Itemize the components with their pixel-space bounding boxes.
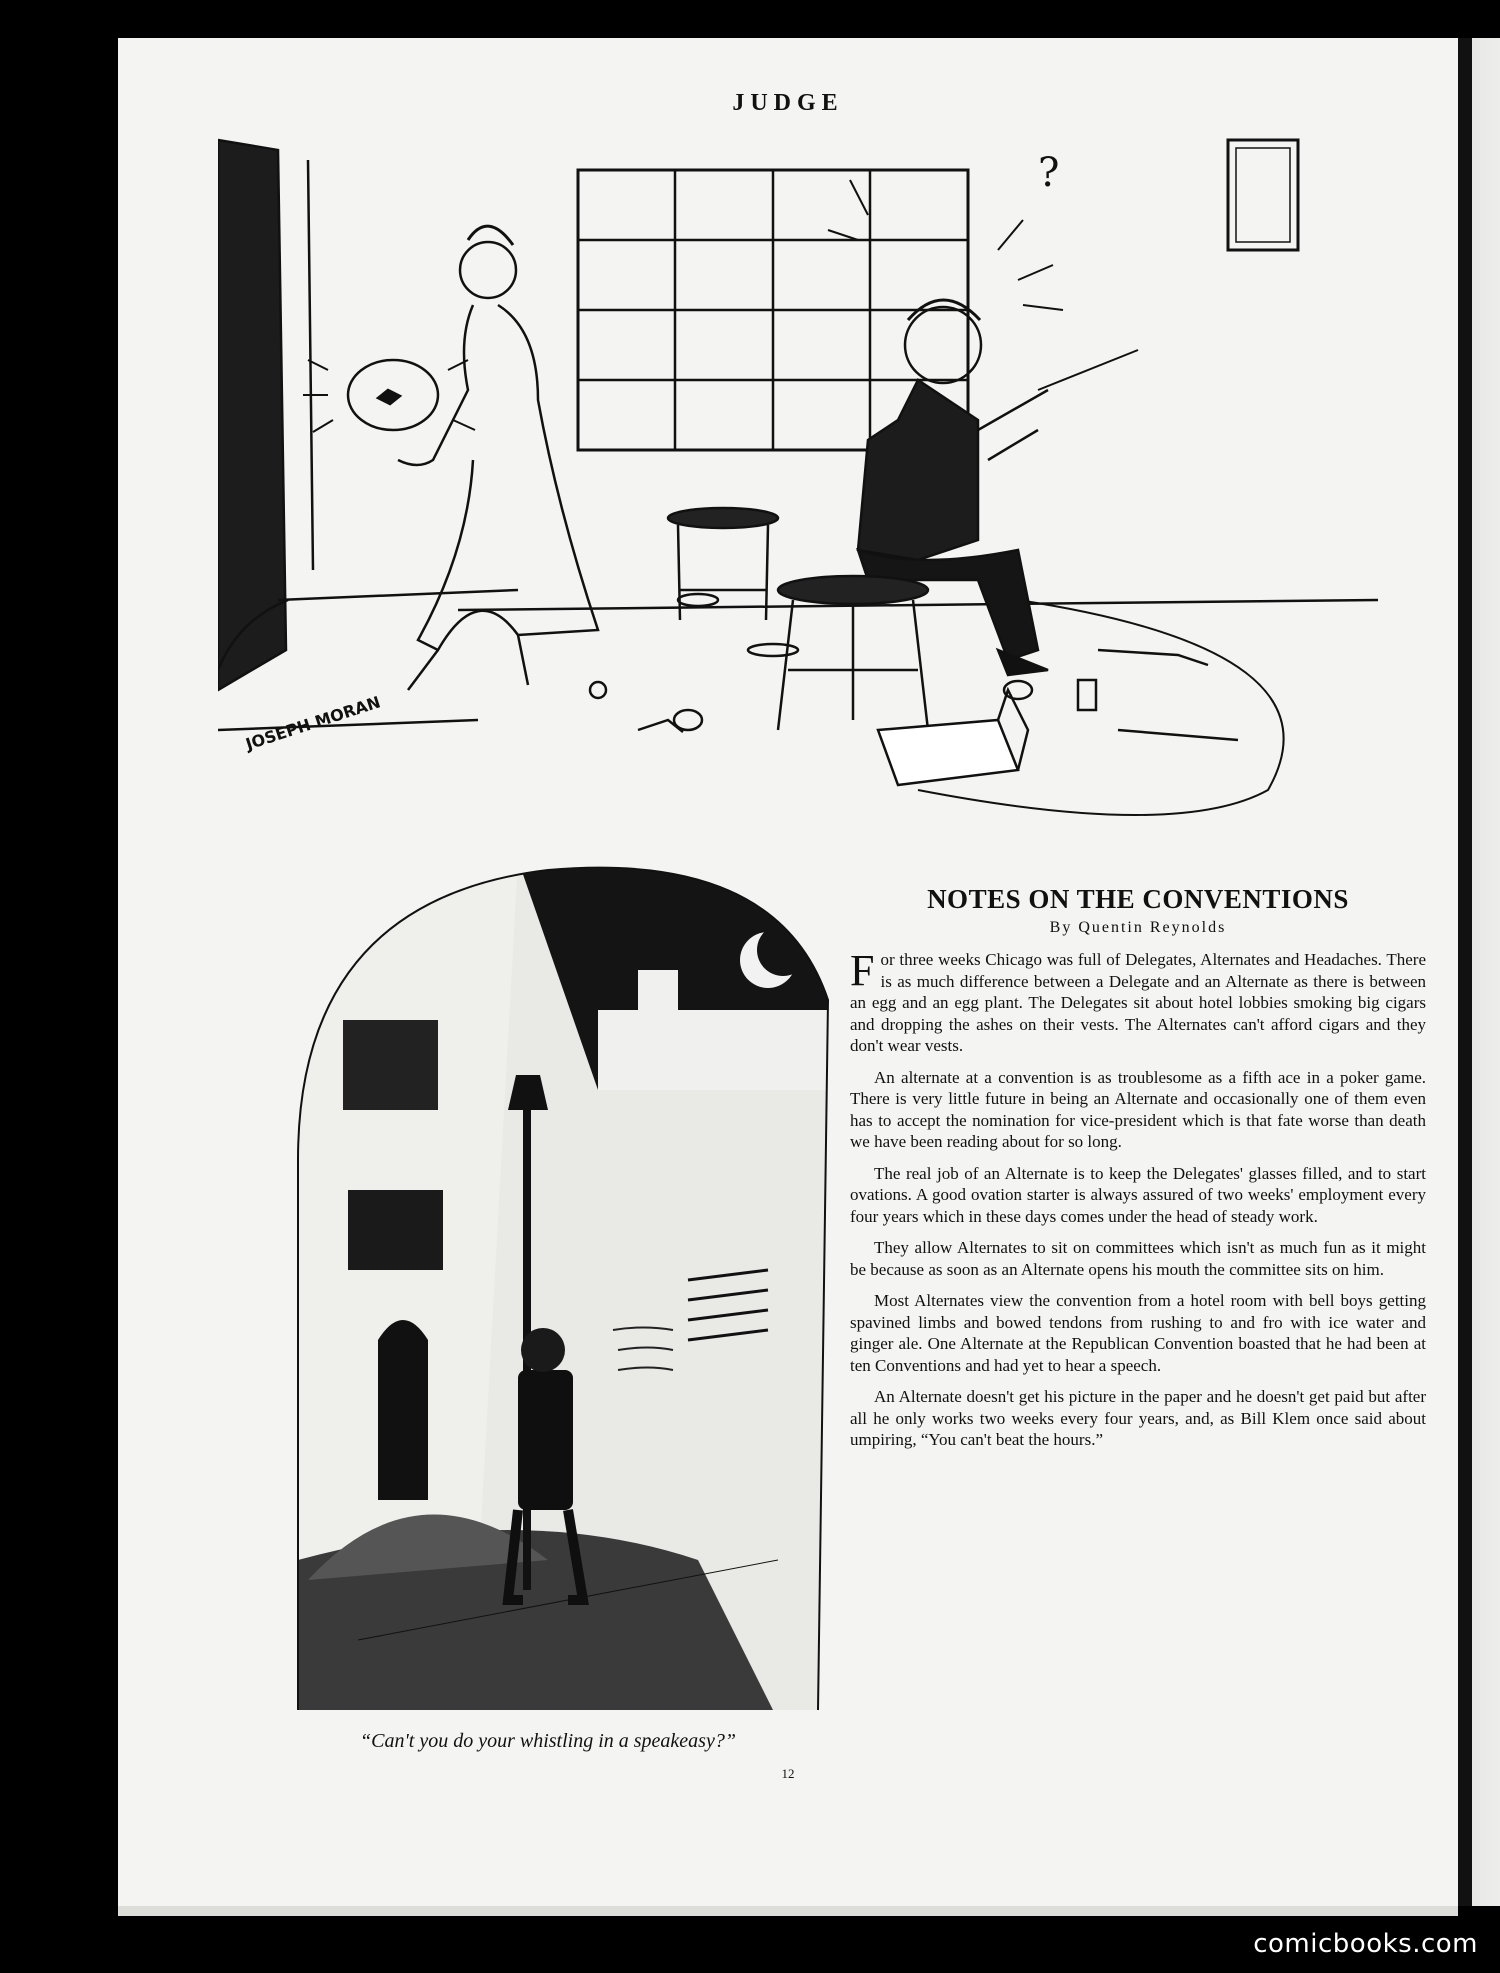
artist-signature: JOSEPH MORAN bbox=[243, 692, 383, 754]
next-page-edge bbox=[1458, 38, 1500, 1906]
article-paragraph-1: For three weeks Chicago was full of Delegates, Alternates and Headaches. There is as much difference between a Delegate and an Alternate as there is between an egg and an egg plant. The Delegates sit about hotel lobbies smoking big cigars and dropping the ashes on their vests. The Alternates can't afford cigars and they don't wear vests. bbox=[850, 946, 1426, 1055]
magazine-header: JUDGE bbox=[732, 90, 844, 116]
article-paragraph-2: An alternate at a convention is as troublesome as a fifth ace in a poker game. There is very little future in being an Alternate and occasionally one of them even has to accept the nomination for vice-president which is that fate worse than death we have been reading about for so long. bbox=[850, 1067, 1426, 1151]
article-paragraph-5: Most Alternates view the convention from a hotel room with bell boys getting spavined limbs and bowed tendons from rushing to and fro with ice water and ginger ale. One Alternate at the Republican Convention boasted that he had been at ten Conventions and had yet to hear a speech. bbox=[850, 1291, 1426, 1375]
page-number: 12 bbox=[781, 1766, 795, 1781]
cartoon-fishbowl bbox=[218, 130, 1378, 850]
drop-cap: F bbox=[850, 946, 875, 995]
article-paragraph-3: The real job of an Alternate is to keep the Delegates' glasses filled, and to start ovations. A good ovation starter is always assured of two weeks' employment every four years which in these days comes under the head of steady work. bbox=[850, 1163, 1426, 1226]
article-paragraph-4: They allow Alternates to sit on committees which isn't as much fun as it might be because as soon as an Alternate opens his mouth the committee sits on him. bbox=[850, 1238, 1426, 1279]
magazine-page bbox=[118, 38, 1458, 1906]
article-byline: By Quentin Reynolds bbox=[1049, 919, 1227, 936]
article bbox=[850, 884, 1426, 1461]
watermark: comicbooks.com bbox=[1253, 1929, 1478, 1959]
cartoon-speakeasy bbox=[218, 860, 858, 1720]
article-paragraph-6: An Alternate doesn't get his picture in the paper and he doesn't get paid but after all he only works two weeks every four years, and, as Bill Klem once said about umpiring, “You can't beat the hours.” bbox=[850, 1387, 1426, 1449]
question-mark: ? bbox=[1038, 150, 1060, 196]
cartoon-caption: “Can't you do your whistling in a speakeasy?” bbox=[360, 1730, 736, 1752]
page-bottom-edge bbox=[118, 1906, 1458, 1916]
article-title: NOTES ON THE CONVENTIONS bbox=[927, 884, 1349, 914]
